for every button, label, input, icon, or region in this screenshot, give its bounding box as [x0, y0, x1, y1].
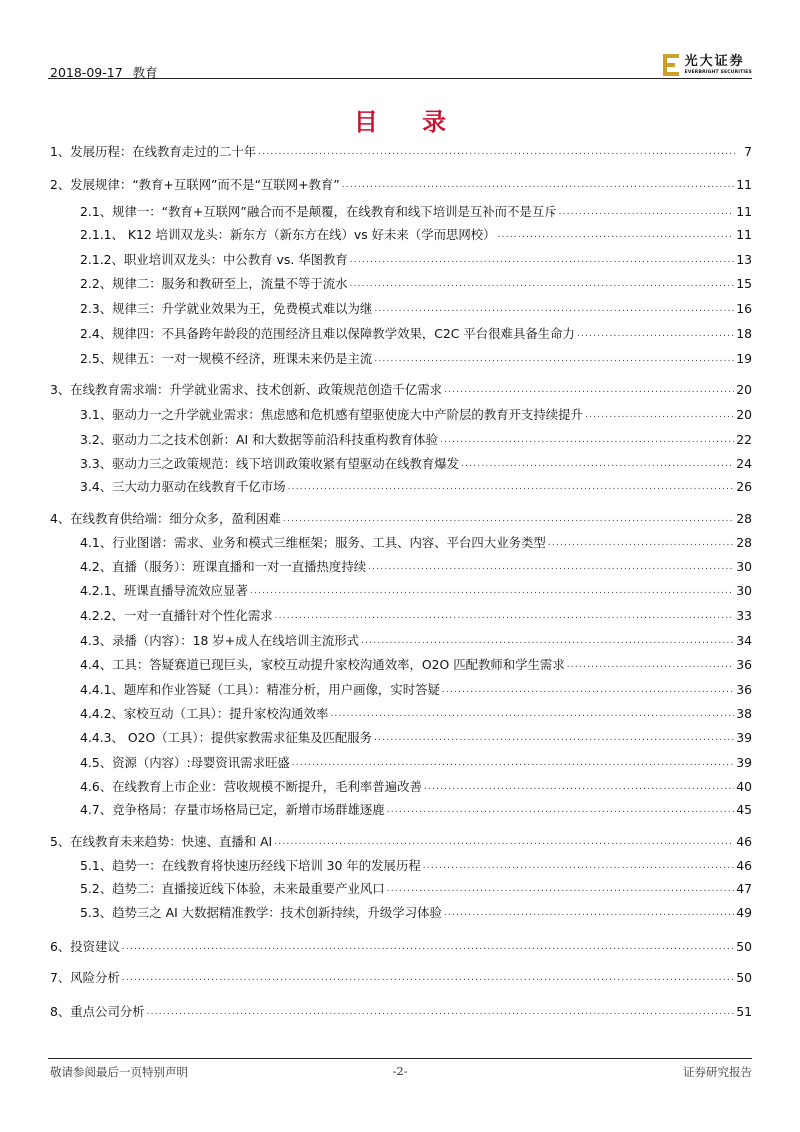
- toc-entry-page: 39: [736, 730, 752, 745]
- toc-entry[interactable]: [48, 901, 752, 921]
- toc-leader-dots: [374, 352, 734, 367]
- toc-entry-page: 16: [736, 301, 752, 316]
- brand-name-cn: 光大证券: [684, 53, 745, 69]
- toc-entry-page: 36: [736, 657, 752, 672]
- toc-entry[interactable]: [48, 702, 752, 722]
- brand-logo: [663, 52, 752, 78]
- toc-leader-dots: [424, 780, 734, 795]
- footer-divider: [48, 1058, 752, 1059]
- toc-entry-page: 46: [736, 858, 752, 873]
- toc-entry[interactable]: [48, 678, 752, 698]
- toc-leader-dots: [387, 803, 735, 818]
- toc-entry-label: 3.1、驱动力一之升学就业需求：焦虑感和危机感有望驱使庞大中产阶层的教育开支持续提升: [80, 407, 583, 422]
- toc-leader-dots: [350, 253, 734, 268]
- toc-entry-page: 40: [736, 779, 752, 794]
- toc-entry-page: 50: [736, 939, 752, 954]
- toc-entry-page: 13: [736, 252, 752, 267]
- toc-leader-dots: [577, 327, 734, 342]
- page-header: [48, 46, 752, 78]
- brand-name-en: EVERBRIGHT SECURITIES: [684, 69, 752, 75]
- toc-entry-label: 4.4、工具：答疑赛道已现巨头，家校互动提升家校沟通效率，O2O 匹配教师和学生需求: [80, 657, 565, 672]
- toc-entry-page: 7: [744, 144, 752, 159]
- toc-entry-page: 38: [736, 706, 752, 721]
- toc-entry-page: 22: [736, 432, 752, 447]
- toc-entry[interactable]: [48, 347, 752, 367]
- footer-disclaimer: 敬请参阅最后一页特别声明: [50, 1065, 188, 1079]
- toc-entry-page: 15: [736, 276, 752, 291]
- toc-entry-page: 11: [736, 177, 752, 192]
- toc-entry-label: 4.5、资源（内容）:母婴资讯需求旺盛: [80, 755, 290, 770]
- toc-entry[interactable]: [48, 555, 752, 575]
- toc-entry-label: 3.3、驱动力三之政策规范：线下培训政策收紧有望驱动在线教育爆发: [80, 456, 460, 471]
- page-title: 目 录: [353, 107, 465, 136]
- toc-leader-dots: [461, 457, 734, 472]
- toc-entry[interactable]: [48, 877, 752, 897]
- toc-entry[interactable]: [48, 248, 752, 268]
- toc-leader-dots: [258, 145, 738, 160]
- toc-leader-dots: [368, 560, 734, 575]
- toc-entry[interactable]: [48, 966, 752, 986]
- page-number: -2-: [392, 1064, 408, 1078]
- toc-entry-label: 4.4.3、 O2O（工具）：提供家教需求征集及匹配服务: [80, 730, 373, 745]
- report-date: 2018-09-17: [50, 65, 123, 80]
- toc-entry[interactable]: [48, 272, 752, 292]
- toc-entry-page: 11: [736, 204, 752, 219]
- toc-leader-dots: [283, 512, 734, 527]
- toc-entry-label: 5.3、趋势三之 AI 大数据精准教学：技术创新持续，升级学习体验: [80, 905, 442, 920]
- toc-entry-label: 4.1、行业图谱：需求、业务和模式三维框架；服务、工具、内容、平台四大业务类型: [80, 535, 546, 550]
- toc-leader-dots: [147, 1005, 735, 1020]
- toc-entry-label: 4.4.2、家校互动（工具）：提升家校沟通效率: [80, 706, 329, 721]
- toc-entry-label: 2.3、规律三：升学就业效果为王，免费模式难以为继: [80, 301, 373, 316]
- toc-entry[interactable]: [48, 629, 752, 649]
- toc-leader-dots: [292, 756, 734, 771]
- toc-entry[interactable]: [48, 798, 752, 818]
- toc-entry-page: 49: [736, 905, 752, 920]
- toc-leader-dots: [361, 634, 734, 649]
- toc-leader-dots: [288, 480, 735, 495]
- toc-leader-dots: [444, 906, 734, 921]
- toc-leader-dots: [440, 433, 734, 448]
- header-divider: [48, 78, 752, 79]
- toc-entry[interactable]: [48, 830, 752, 850]
- toc-entry[interactable]: [48, 1000, 752, 1020]
- toc-entry-page: 20: [736, 407, 752, 422]
- toc-leader-dots: [250, 584, 734, 599]
- toc-entry-label: 7、风险分析: [50, 970, 120, 985]
- toc-entry[interactable]: [48, 403, 752, 423]
- toc-entry-label: 3、在线教育需求端：升学就业需求、技术创新、政策规范创造千亿需求: [50, 382, 442, 397]
- toc-leader-dots: [423, 859, 734, 874]
- toc-entry-page: 50: [736, 970, 752, 985]
- toc-entry-label: 6、投资建议: [50, 939, 120, 954]
- toc-entry-page: 11: [736, 227, 752, 242]
- toc-entry-page: 24: [736, 456, 752, 471]
- toc-entry-label: 5.1、趋势一：在线教育将快速历经线下培训 30 年的发展历程: [80, 858, 421, 873]
- toc-entry-label: 2、发展规律：“教育+互联网”而不是“互联网+教育”: [50, 177, 340, 192]
- toc-entry-label: 4、在线教育供给端：细分众多，盈利困难: [50, 511, 281, 526]
- toc-leader-dots: [122, 971, 734, 986]
- toc-entry[interactable]: [48, 223, 752, 243]
- toc-entry-label: 4.2、直播（服务）：班课直播和一对一直播热度持续: [80, 559, 367, 574]
- toc-entry-page: 51: [736, 1004, 752, 1019]
- toc-entry-label: 4.3、录播（内容）：18 岁+成人在线培训主流形式: [80, 633, 360, 648]
- toc-entry-label: 4.2.1、班课直播导流效应显著: [80, 583, 248, 598]
- toc-entry-label: 3.2、驱动力二之技术创新：AI 和大数据等前沿科技重构教育体验: [80, 432, 438, 447]
- toc-entry-label: 2.4、规律四：不具备跨年龄段的范围经济且难以保障教学效果，C2C 平台很难具备生命力: [80, 326, 575, 341]
- toc-entry-label: 8、重点公司分析: [50, 1004, 145, 1019]
- toc-entry[interactable]: [48, 653, 752, 673]
- toc-entry[interactable]: [48, 297, 752, 317]
- toc-entry-page: 28: [736, 511, 752, 526]
- toc-entry-page: 18: [736, 326, 752, 341]
- toc-leader-dots: [122, 940, 734, 955]
- toc-leader-dots: [274, 835, 734, 850]
- toc-leader-dots: [342, 178, 734, 193]
- toc-entry-page: 45: [736, 802, 752, 817]
- toc-leader-dots: [350, 277, 735, 292]
- brand-mark-icon: [663, 54, 679, 76]
- toc-entry[interactable]: [48, 322, 752, 342]
- toc-entry-page: 26: [736, 479, 752, 494]
- toc-entry[interactable]: [48, 140, 752, 160]
- toc-entry-page: 30: [736, 583, 752, 598]
- toc-entry[interactable]: [48, 775, 752, 795]
- toc-entry[interactable]: [48, 935, 752, 955]
- toc-entry[interactable]: [48, 452, 752, 472]
- toc-leader-dots: [374, 302, 734, 317]
- toc-entry-page: 46: [736, 834, 752, 849]
- toc-leader-dots: [548, 536, 734, 551]
- toc-entry-page: 30: [736, 559, 752, 574]
- toc-entry[interactable]: [48, 428, 752, 448]
- toc-leader-dots: [387, 882, 735, 897]
- toc-leader-dots: [444, 383, 734, 398]
- toc-entry[interactable]: [48, 726, 752, 746]
- toc-entry[interactable]: [48, 854, 752, 874]
- toc-leader-dots: [442, 683, 734, 698]
- toc-entry[interactable]: [48, 531, 752, 551]
- toc-leader-dots: [567, 658, 735, 673]
- toc-entry-page: 33: [736, 608, 752, 623]
- toc-leader-dots: [498, 228, 735, 243]
- toc-entry[interactable]: [48, 200, 752, 220]
- toc-entry-label: 4.6、在线教育上市企业：营收规模不断提升，毛利率普遍改善: [80, 779, 422, 794]
- toc-leader-dots: [275, 609, 735, 624]
- toc-entry[interactable]: [48, 378, 752, 398]
- toc-entry-label: 4.4.1、题库和作业答疑（工具）：精准分析，用户画像，实时答疑: [80, 682, 440, 697]
- footer-report-type: 证券研究报告: [683, 1065, 752, 1079]
- toc-entry[interactable]: [48, 475, 752, 495]
- toc-entry-label: 2.1.1、 K12 培训双龙头：新东方（新东方在线）vs 好未来（学而思网校）: [80, 227, 496, 242]
- toc-entry-page: 39: [736, 755, 752, 770]
- toc-entry-page: 34: [736, 633, 752, 648]
- toc-leader-dots: [559, 205, 735, 220]
- toc-leader-dots: [330, 707, 734, 722]
- toc-entry-label: 2.5、规律五：一对一规模不经济，班课未来仍是主流: [80, 351, 373, 366]
- toc-entry-page: 47: [736, 881, 752, 896]
- toc-entry-label: 2.2、规律二：服务和教研至上，流量不等于流水: [80, 276, 348, 291]
- toc-entry-label: 4.7、竞争格局：存量市场格局已定，新增市场群雄逐鹿: [80, 802, 385, 817]
- toc-entry-label: 1、发展历程：在线教育走过的二十年: [50, 144, 257, 159]
- toc-entry[interactable]: [48, 507, 752, 527]
- toc-entry[interactable]: [48, 751, 752, 771]
- report-category: 教育: [132, 65, 158, 80]
- toc-entry-page: 36: [736, 682, 752, 697]
- toc-entry-label: 2.1.2、职业培训双龙头：中公教育 vs. 华图教育: [80, 252, 348, 267]
- toc-entry-label: 5.2、趋势二：直播接近线下体验，未来最重要产业风口: [80, 881, 385, 896]
- toc-entry-page: 19: [736, 351, 752, 366]
- toc-entry-label: 4.2.2、一对一直播针对个性化需求: [80, 608, 273, 623]
- toc-entry[interactable]: [48, 173, 752, 193]
- toc-entry-label: 5、在线教育未来趋势：快速、直播和 AI: [50, 834, 273, 849]
- toc-leader-dots: [374, 731, 734, 746]
- toc-entry-label: 3.4、三大动力驱动在线教育千亿市场: [80, 479, 286, 494]
- toc-entry[interactable]: [48, 604, 752, 624]
- toc-leader-dots: [585, 408, 734, 423]
- toc-entry-page: 28: [736, 535, 752, 550]
- toc-entry-page: 20: [736, 382, 752, 397]
- toc-entry-label: 2.1、规律一：“教育+互联网”融合而不是颠覆，在线教育和线下培训是互补而不是互斥: [80, 204, 557, 219]
- toc-entry[interactable]: [48, 579, 752, 599]
